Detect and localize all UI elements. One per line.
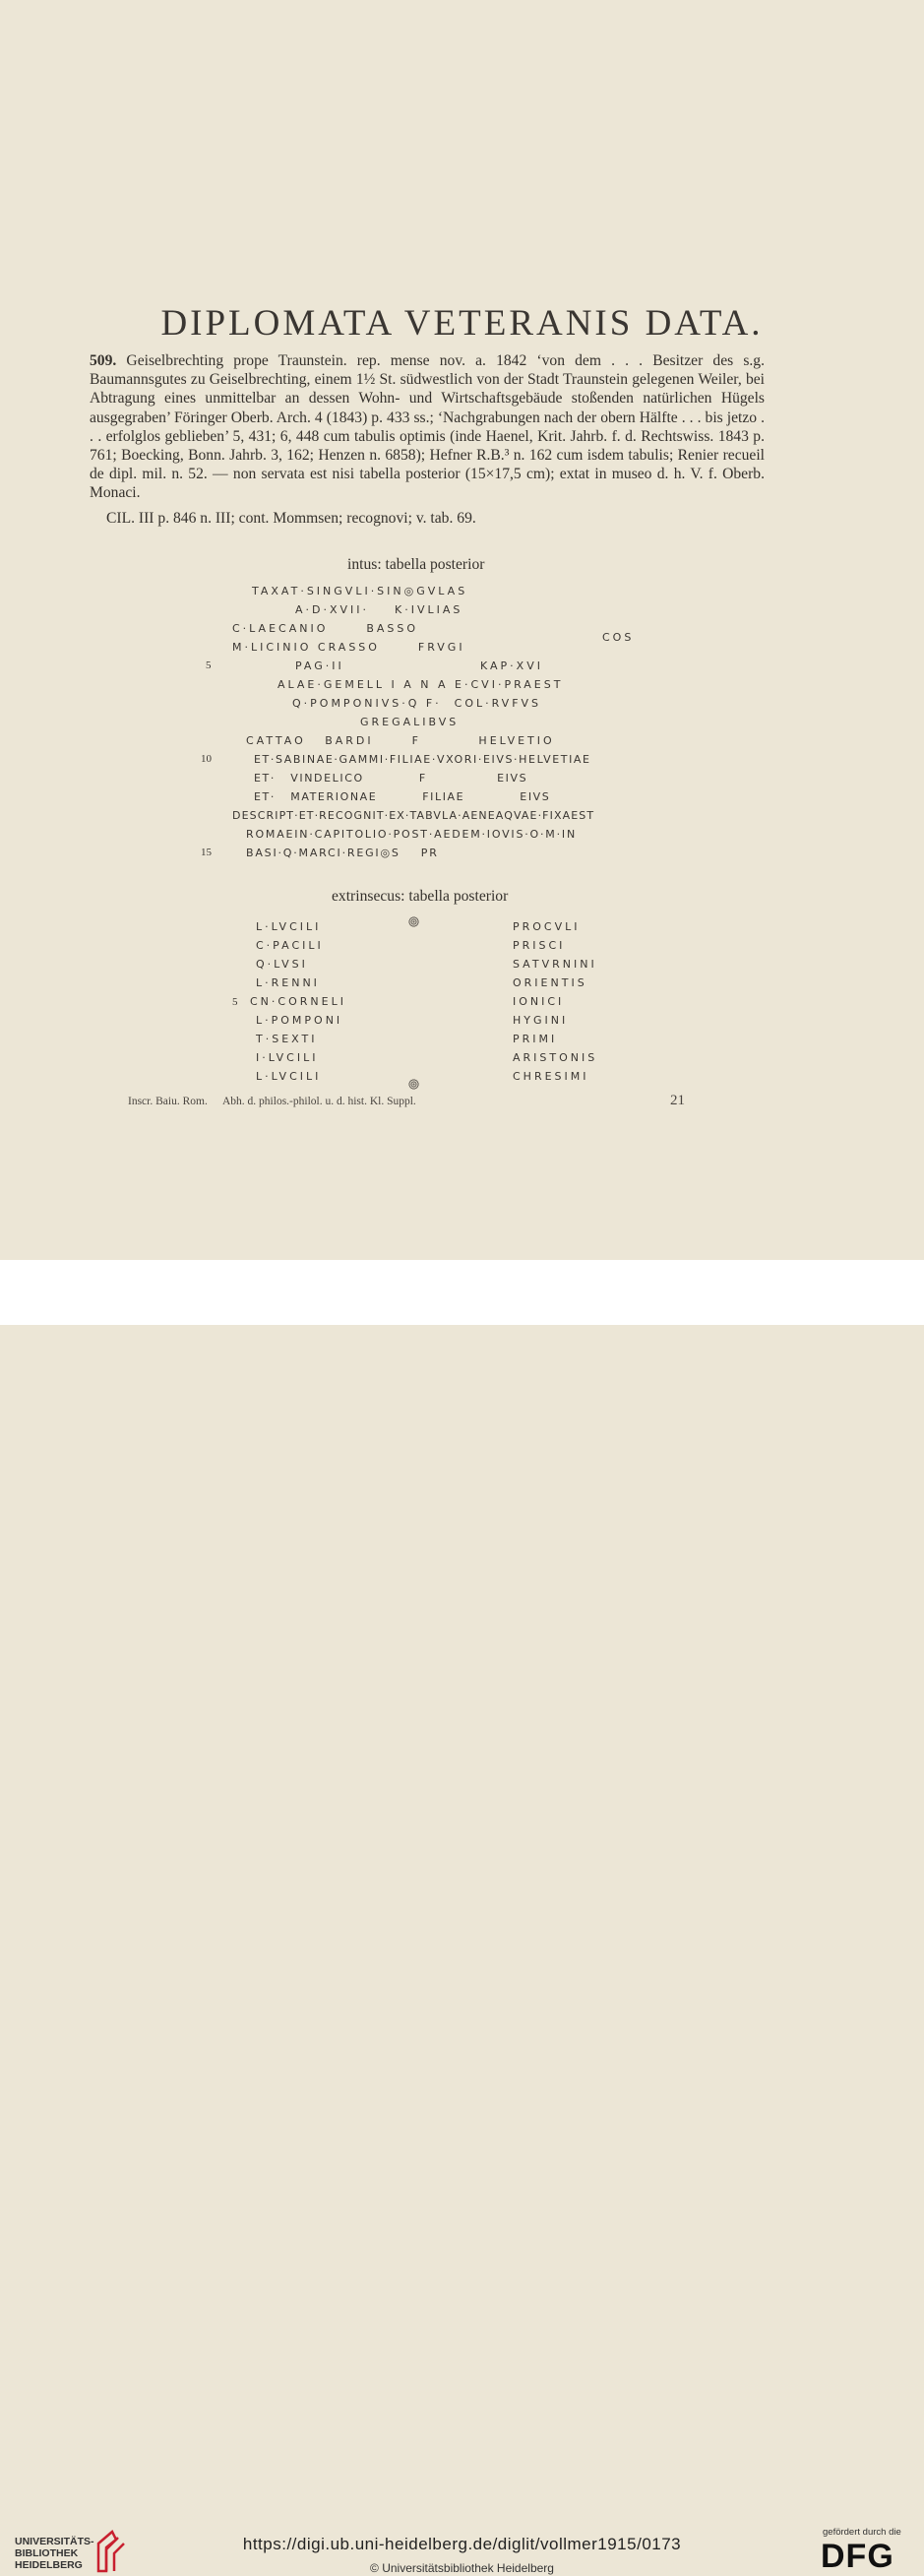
intus-line-5b: KAP·XVI xyxy=(480,660,543,672)
witness-cognomen: PROCVLI xyxy=(513,920,581,933)
witness-name: L·RENNI xyxy=(256,976,320,989)
intus-line-9: CATTAO BARDI F HELVETIO xyxy=(246,734,555,747)
extrinsecus-heading: extrinsecus: tabella posterior xyxy=(332,888,509,905)
witness-cognomen: PRIMI xyxy=(513,1033,558,1045)
witness-name: L·LVCILI xyxy=(256,920,322,933)
intus-line-4: M·LICINIO CRASSO FRVGI xyxy=(232,641,465,654)
footer-publication: Abh. d. philos.-philol. u. d. hist. Kl. Suppl. xyxy=(222,1096,416,1107)
intus-line-7: Q·POMPONIVS·Q F· COL·RVFVS xyxy=(292,697,542,710)
intus-cos: COS xyxy=(602,631,635,644)
page-title: DIPLOMATA VETERANIS DATA. xyxy=(160,303,764,344)
cil-reference: CIL. III p. 846 n. III; cont. Mommsen; recognovi; v. tab. 69. xyxy=(106,510,476,527)
intro-text: Geiselbrechting prope Traunstein. rep. mense nov. a. 1842 ‘von dem . . . Besitzer des s.g. Baumannsgutes zu Geiselbrechting, einem 1½ St. südwestlich von der Stadt Traunstein gelegenen Weiler, bei Abtragung eines unmittelbar an dessen Wohn- und Wirtschaftsgebäude stoßenden natürlichen Hügels ausgegraben’ Föringer Oberb. Arch. 4 (1843) p. 433 ss.; ‘Nachgrabungen nach der obern Hälfte . . . bis jetzo . . . erfolglos geblieben’ 5, 431; 6, 448 cum tabulis optimis (inde Haenel, Krit. Jahrb. f. d. Rechtswiss. 1843 p. 761; Boecking, Bonn. Jahrb. 3, 162; Henzen n. 6858); Hefner R.B.³ n. 162 cum isdem tabulis; Renier recueil de dipl. mil. n. 52. — non servata est nisi tabella posterior (15×17,5 cm); extat in museo d. h. V. f. Oberb. Monaci. xyxy=(90,352,765,502)
witness-cognomen: ARISTONIS xyxy=(513,1051,598,1064)
sponsor-label: gefördert durch die xyxy=(823,2527,901,2538)
witness-cognomen: PRISCI xyxy=(513,939,566,952)
intus-line-12: ET· MATERIONAE FILIAE EIVS xyxy=(254,790,551,803)
page-number: 21 xyxy=(670,1093,685,1108)
entry-number: 509. xyxy=(90,352,117,369)
intus-heading: intus: tabella posterior xyxy=(347,556,485,573)
line-number: 10 xyxy=(201,753,212,765)
scanned-page xyxy=(0,0,924,1260)
intus-line-1: TAXAT·SINGVLI·SIN◎GVLAS xyxy=(252,585,468,597)
intus-line-5a: PAG·II xyxy=(295,660,344,672)
line-number: 5 xyxy=(232,996,238,1008)
intus-line-3: C·LAECANIO BASSO xyxy=(232,622,419,635)
witness-name: L·LVCILI xyxy=(256,1070,322,1083)
line-number: 15 xyxy=(201,847,212,858)
witness-cognomen: SATVRNINI xyxy=(513,958,597,971)
page-url-link[interactable]: https://digi.ub.uni-heidelberg.de/diglit/vollmer1915/0173 xyxy=(242,2535,682,2553)
witness-cognomen: HYGINI xyxy=(513,1014,569,1027)
intus-line-13: DESCRIPT·ET·RECOGNIT·EX·TABVLA·AENEAQVAE·FIXAEST xyxy=(232,809,595,822)
intus-line-14: ROMAEIN·CAPITOLIO·POST·AEDEM·IOVIS·O·M·IN xyxy=(246,828,577,841)
copyright-text: © Universitätsbibliothek Heidelberg xyxy=(370,2561,554,2575)
dfg-logo[interactable]: DFG xyxy=(821,2538,894,2575)
intus-line-8: GREGALIBVS xyxy=(360,716,460,728)
witness-name: Q·LVSI xyxy=(256,958,308,971)
viewer-footer xyxy=(0,1260,924,2575)
witness-name: T·SEXTI xyxy=(256,1033,318,1045)
library-name: UNIVERSITÄTS- BIBLIOTHEK HEIDELBERG xyxy=(15,2536,94,2571)
intus-line-15: BASI·Q·MARCI·REGI◎S PR xyxy=(246,847,439,859)
intus-line-2: A·D·XVII· K·IVLIAS xyxy=(295,603,463,616)
intus-line-11: ET· VINDELICO F EIVS xyxy=(254,772,528,785)
intro-paragraph xyxy=(90,351,765,503)
line-number: 5 xyxy=(206,660,212,671)
witness-name: CN·CORNELI xyxy=(250,995,346,1008)
binding-hole-icon xyxy=(408,1079,419,1090)
witness-cognomen: IONICI xyxy=(513,995,565,1008)
binding-hole-icon xyxy=(408,916,419,927)
intus-line-6: ALAE·GEMELL I A N A E·CVI·PRAEST xyxy=(277,678,564,691)
witness-name: L·POMPONI xyxy=(256,1014,343,1027)
intus-line-10: ET·SABINAE·GAMMI·FILIAE·VXORI·EIVS·HELVETIAE xyxy=(254,753,591,766)
witness-cognomen: ORIENTIS xyxy=(513,976,587,989)
witness-name: I·LVCILI xyxy=(256,1051,319,1064)
footer-series: Inscr. Baiu. Rom. xyxy=(128,1096,208,1107)
witness-name: C·PACILI xyxy=(256,939,324,952)
witness-cognomen: CHRESIMI xyxy=(513,1070,589,1083)
